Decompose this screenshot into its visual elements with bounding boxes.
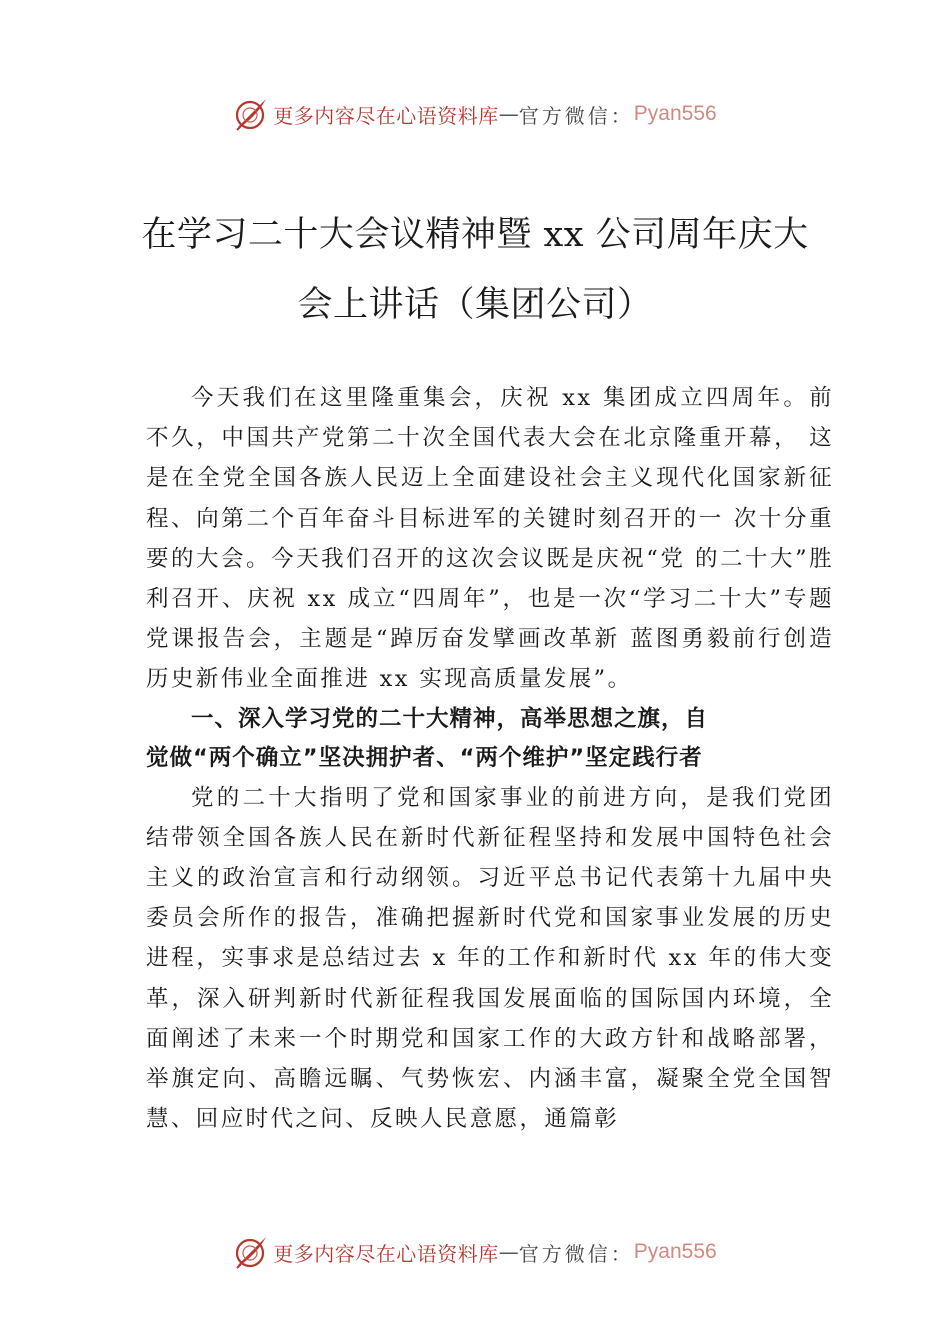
banner-wechat-id: Pyan556 (633, 102, 717, 125)
banner-dash: — (498, 102, 519, 126)
title-line-2: 会上讲话（集团公司） (297, 285, 653, 325)
header-watermark-banner (0, 94, 950, 134)
quill-pen-logo-icon (233, 1234, 269, 1270)
banner-text: 更多内容尽在心语资料库 (273, 103, 499, 128)
section-1-paragraph: 党的二十大指明了党和国家事业的前进方向，是我们党团结带领全国各族人民在新时代新征程坚持和发展中国特色社会主义的政治宣言和行动纲领。习近平总书记代表第十九届中央委员会所作的报告，准确把握新时代党和国家事业发展的历史进程，实事求是总结过去 x 年的工作和新时代 xx 年的伟大变革，深入研判新时代新征程我国发展面临的国际国内环境，全面阐述了未来一个时期党和国家工作的大政方针和战略部署，举旗定向、高瞻远瞩、气势恢宏、内涵丰富，凝聚全党全国智慧、回应时代之问、反映人民意愿，通篇彰 (146, 784, 834, 1133)
section-heading-1 (146, 700, 761, 778)
document-body (146, 378, 834, 1139)
title-line-1: 在学习二十大会议精神暨 xx 公司周年庆大 (141, 215, 809, 255)
footer-watermark-banner (0, 1232, 950, 1272)
banner-wechat-label: 官方微信： (518, 1241, 634, 1266)
section-heading-1-line1: 一、深入学习党的二十大精神，高举思想之旗，自 (191, 705, 709, 732)
intro-paragraph: 今天我们在这里隆重集会，庆祝 xx 集团成立四周年。前不久，中国共产党第二十次全国代表大会在北京隆重开幕， 这是在全党全国各族人民迈上全面建设社会主义现代化国家新征程、向第二个百年奋斗目标进军的关键时刻召开的一 次十分重要的大会。今天我们召开的这次会议既是庆祝“党 的二十大”胜利召开、庆祝 xx 成立“四周年”，也是一次“学习二十大”专题党课报告会，主题是“踔厉奋发擘画改革新 蓝图勇毅前行创造历史新伟业全面推进 xx 实现高质量发展”。 (146, 385, 834, 693)
quill-pen-logo-icon (233, 96, 269, 132)
banner-wechat-label: 官方微信： (518, 103, 634, 128)
section-heading-1-rest: 觉做“两个确立”坚决拥护者、“两个维护”坚定践行者 (146, 744, 703, 771)
banner-wechat-id: Pyan556 (633, 1240, 717, 1263)
banner-text: 更多内容尽在心语资料库 (273, 1241, 499, 1266)
banner-dash: — (498, 1240, 519, 1264)
document-title (0, 200, 950, 340)
